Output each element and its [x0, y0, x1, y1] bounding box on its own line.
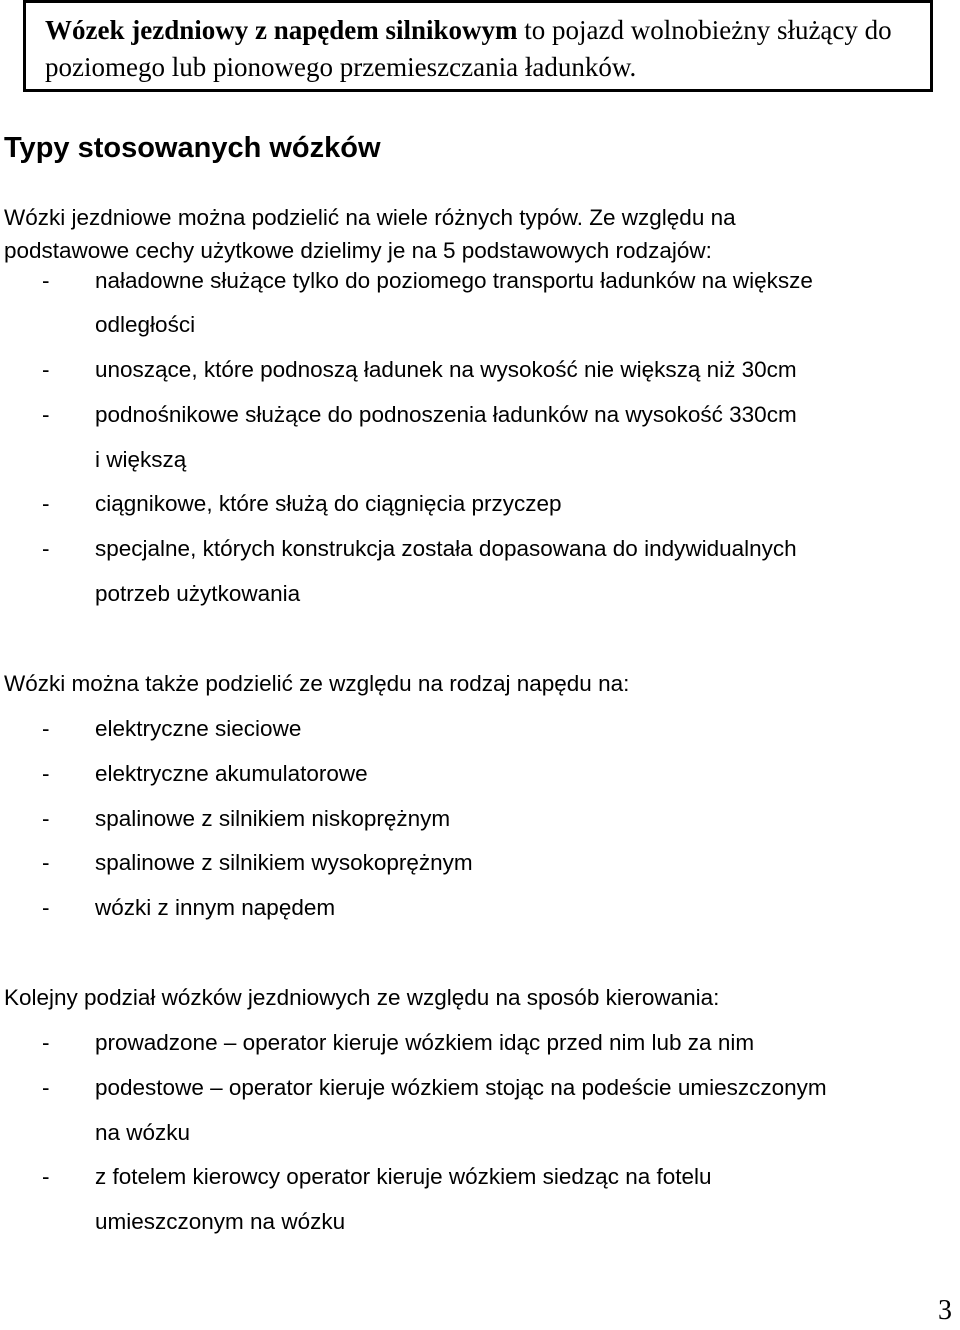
section-heading: Typy stosowanych wózków	[4, 132, 381, 164]
list-dash: -	[42, 895, 50, 920]
list-item: podestowe – operator kieruje wózkiem stojąc na podeście umieszczonym	[95, 1075, 827, 1100]
intro-line-1: Wózki jezdniowe można podzielić na wiele różnych typów. Ze względu na	[4, 205, 736, 230]
list-item-continuation: i większą	[95, 447, 187, 472]
list-item-continuation: na wózku	[95, 1120, 191, 1145]
list-dash: -	[42, 402, 50, 427]
list-item-continuation: potrzeb użytkowania	[95, 581, 301, 606]
list-dash: -	[42, 1075, 50, 1100]
list-item: specjalne, których konstrukcja została dopasowana do indywidualnych	[95, 536, 797, 561]
intro-line-2: podstawowe cechy użytkowe dzielimy je na 5 podstawowych rodzajów:	[4, 238, 712, 263]
list-item: unoszące, które podnoszą ładunek na wysokość nie większą niż 30cm	[95, 357, 797, 382]
list-dash: -	[42, 806, 50, 831]
list-dash: -	[42, 1164, 50, 1189]
steering-intro: Kolejny podział wózków jezdniowych ze względu na sposób kierowania:	[4, 985, 720, 1010]
list-item: elektryczne sieciowe	[95, 716, 302, 741]
list-dash: -	[42, 761, 50, 786]
list-item: prowadzone – operator kieruje wózkiem idąc przed nim lub za nim	[95, 1030, 755, 1055]
list-item: elektryczne akumulatorowe	[95, 761, 368, 786]
list-dash: -	[42, 1030, 50, 1055]
list-item: z fotelem kierowcy operator kieruje wózkiem siedząc na fotelu	[95, 1164, 712, 1189]
list-dash: -	[42, 268, 50, 293]
list-item-continuation: umieszczonym na wózku	[95, 1209, 346, 1234]
list-item: spalinowe z silnikiem wysokoprężnym	[95, 850, 473, 875]
list-item-continuation: odległości	[95, 312, 196, 337]
list-item: ciągnikowe, które służą do ciągnięcia przyczep	[95, 491, 562, 516]
page-number: 3	[938, 1295, 952, 1326]
definition-term: Wózek jezdniowy z napędem silnikowym	[45, 15, 518, 45]
list-item: podnośnikowe służące do podnoszenia ładunków na wysokość 330cm	[95, 402, 797, 427]
list-item: naładowne służące tylko do poziomego transportu ładunków na większe	[95, 268, 813, 293]
list-dash: -	[42, 491, 50, 516]
list-dash: -	[42, 357, 50, 382]
list-item: wózki z innym napędem	[95, 895, 336, 920]
list-dash: -	[42, 850, 50, 875]
drive-intro: Wózki można także podzielić ze względu na rodzaj napędu na:	[4, 671, 630, 696]
list-dash: -	[42, 716, 50, 741]
definition-text: to pojazd wolnobieżny służący do poziomego lub pionowego przemieszczania ładunków.	[45, 15, 892, 82]
list-item: spalinowe z silnikiem niskoprężnym	[95, 806, 451, 831]
definition-box	[23, 0, 933, 92]
list-dash: -	[42, 536, 50, 561]
